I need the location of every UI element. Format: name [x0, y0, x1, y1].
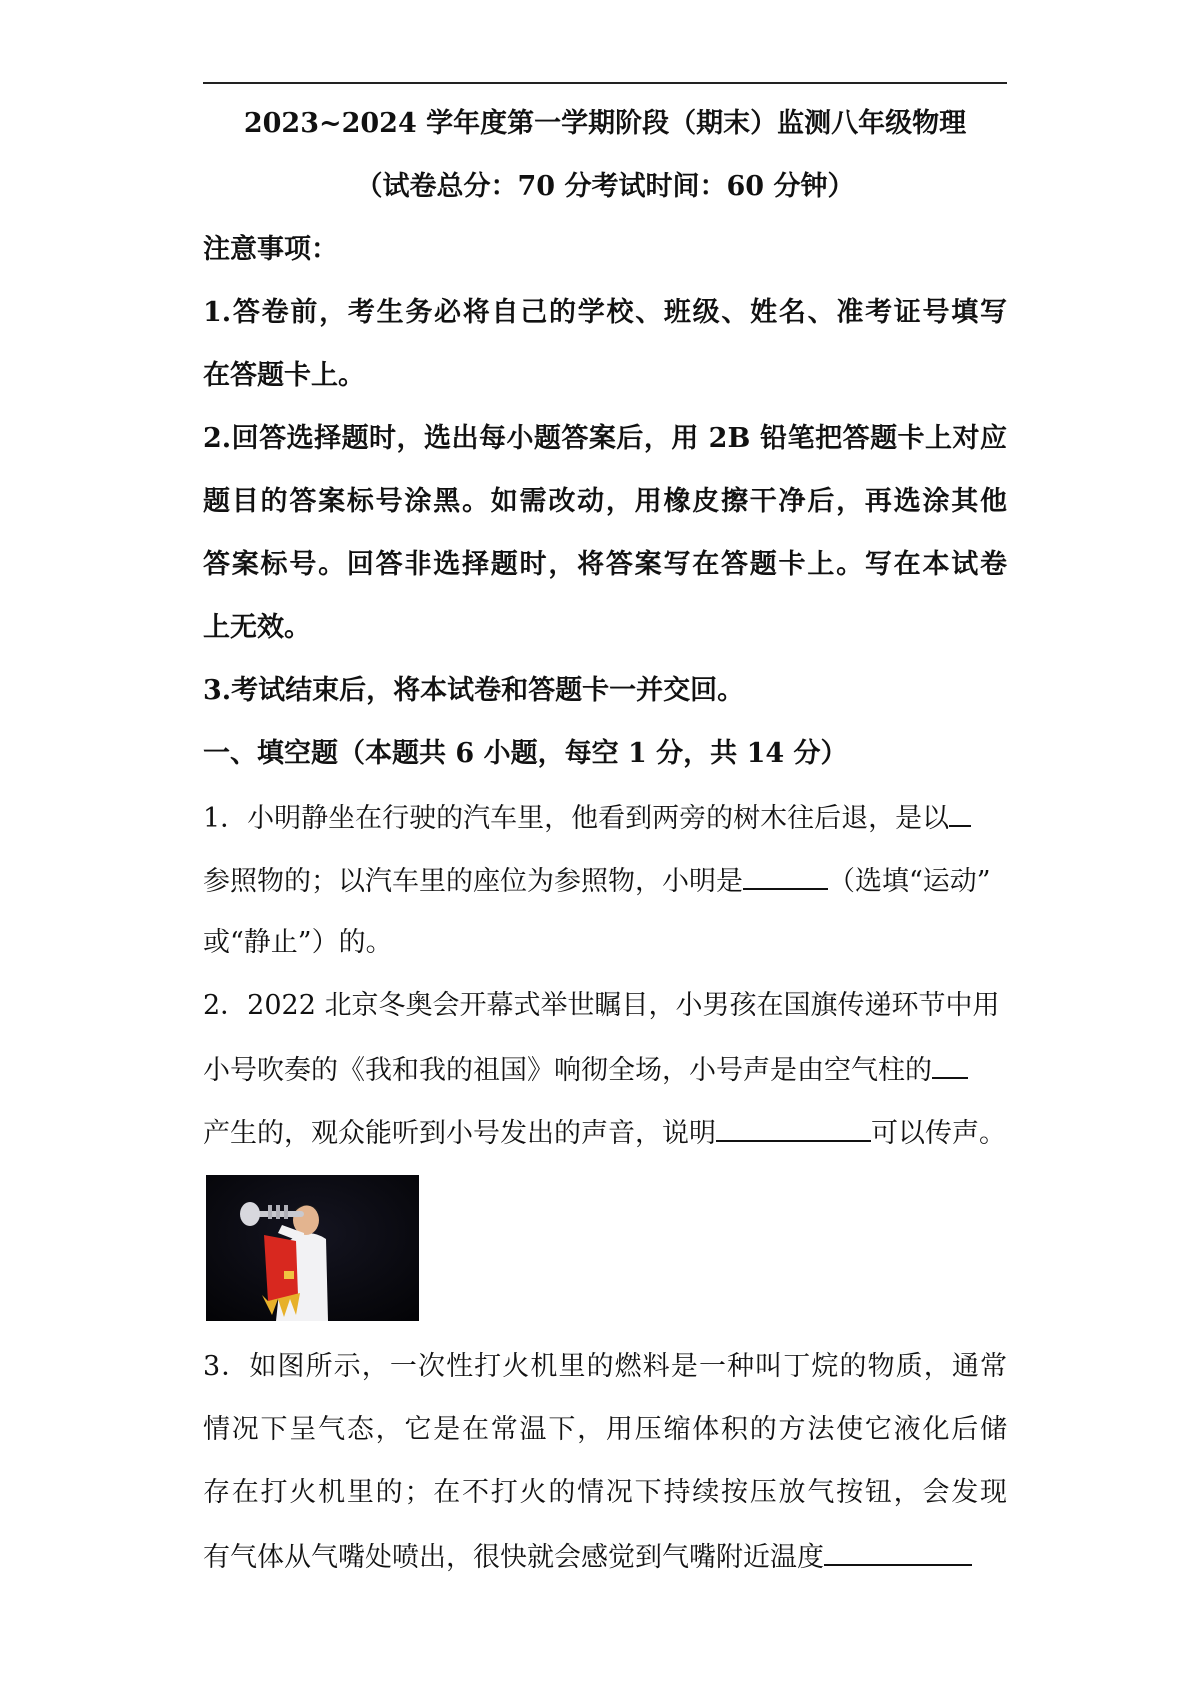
question-2-line	[203, 1112, 1007, 1154]
trumpet-boy-photo	[206, 1175, 419, 1321]
note-line: 上无效。	[203, 612, 311, 643]
question-text: 1．小明静坐在行驶的汽车里，他看到两旁的树木往后退，是以	[203, 803, 950, 834]
question-2-line: 2．2022 北京冬奥会开幕式举世瞩目，小男孩在国旗传递环节中用	[203, 990, 1000, 1021]
answer-blank[interactable]	[949, 797, 971, 827]
exam-subtitle: （试卷总分：70 分考试时间：60 分钟）	[355, 171, 855, 202]
answer-blank[interactable]	[743, 860, 828, 890]
question-1-line	[203, 797, 1007, 839]
answer-blank[interactable]	[824, 1536, 972, 1566]
question-2-line	[203, 1049, 1007, 1091]
note-line: 题目的答案标号涂黑。如需改动，用橡皮擦干净后，再选涂其他	[203, 486, 1007, 517]
question-text: 有气体从气嘴处喷出，很快就会感觉到气嘴附近温度	[203, 1542, 824, 1573]
exam-title: 2023~2024 学年度第一学期阶段（期末）监测八年级物理	[243, 108, 967, 139]
answer-blank[interactable]	[932, 1049, 968, 1079]
note-line: 3.考试结束后，将本试卷和答题卡一并交回。	[203, 675, 745, 706]
question-text: （选填“运动”	[828, 866, 991, 897]
note-line: 在答题卡上。	[203, 360, 365, 391]
question-1-line	[203, 860, 1007, 902]
notes-heading: 注意事项：	[203, 234, 338, 265]
answer-blank[interactable]	[716, 1112, 871, 1142]
question-text: 可以传声。	[871, 1118, 1006, 1149]
note-line: 答案标号。回答非选择题时，将答案写在答题卡上。写在本试卷	[203, 549, 1007, 580]
question-text: 小号吹奏的《我和我的祖国》响彻全场，小号声是由空气柱的	[203, 1055, 932, 1086]
header-rule	[203, 82, 1007, 84]
note-line: 1.答卷前，考生务必将自己的学校、班级、姓名、准考证号填写	[203, 297, 1007, 328]
trumpet-boy-illustration	[206, 1175, 419, 1321]
question-3-line: 情况下呈气态，它是在常温下，用压缩体积的方法使它液化后储	[203, 1414, 1007, 1445]
section-heading: 一、填空题（本题共 6 小题，每空 1 分，共 14 分）	[203, 738, 848, 769]
question-1-line: 或“静止”）的。	[203, 927, 393, 958]
question-3-line: 3．如图所示，一次性打火机里的燃料是一种叫丁烷的物质，通常	[203, 1351, 1007, 1382]
question-3-line	[203, 1536, 1007, 1578]
question-3-line: 存在打火机里的；在不打火的情况下持续按压放气按钮，会发现	[203, 1477, 1007, 1508]
question-text: 产生的，观众能听到小号发出的声音，说明	[203, 1118, 716, 1149]
note-line: 2.回答选择题时，选出每小题答案后，用 2B 铅笔把答题卡上对应	[203, 423, 1007, 454]
question-text: 参照物的；以汽车里的座位为参照物，小明是	[203, 866, 743, 897]
